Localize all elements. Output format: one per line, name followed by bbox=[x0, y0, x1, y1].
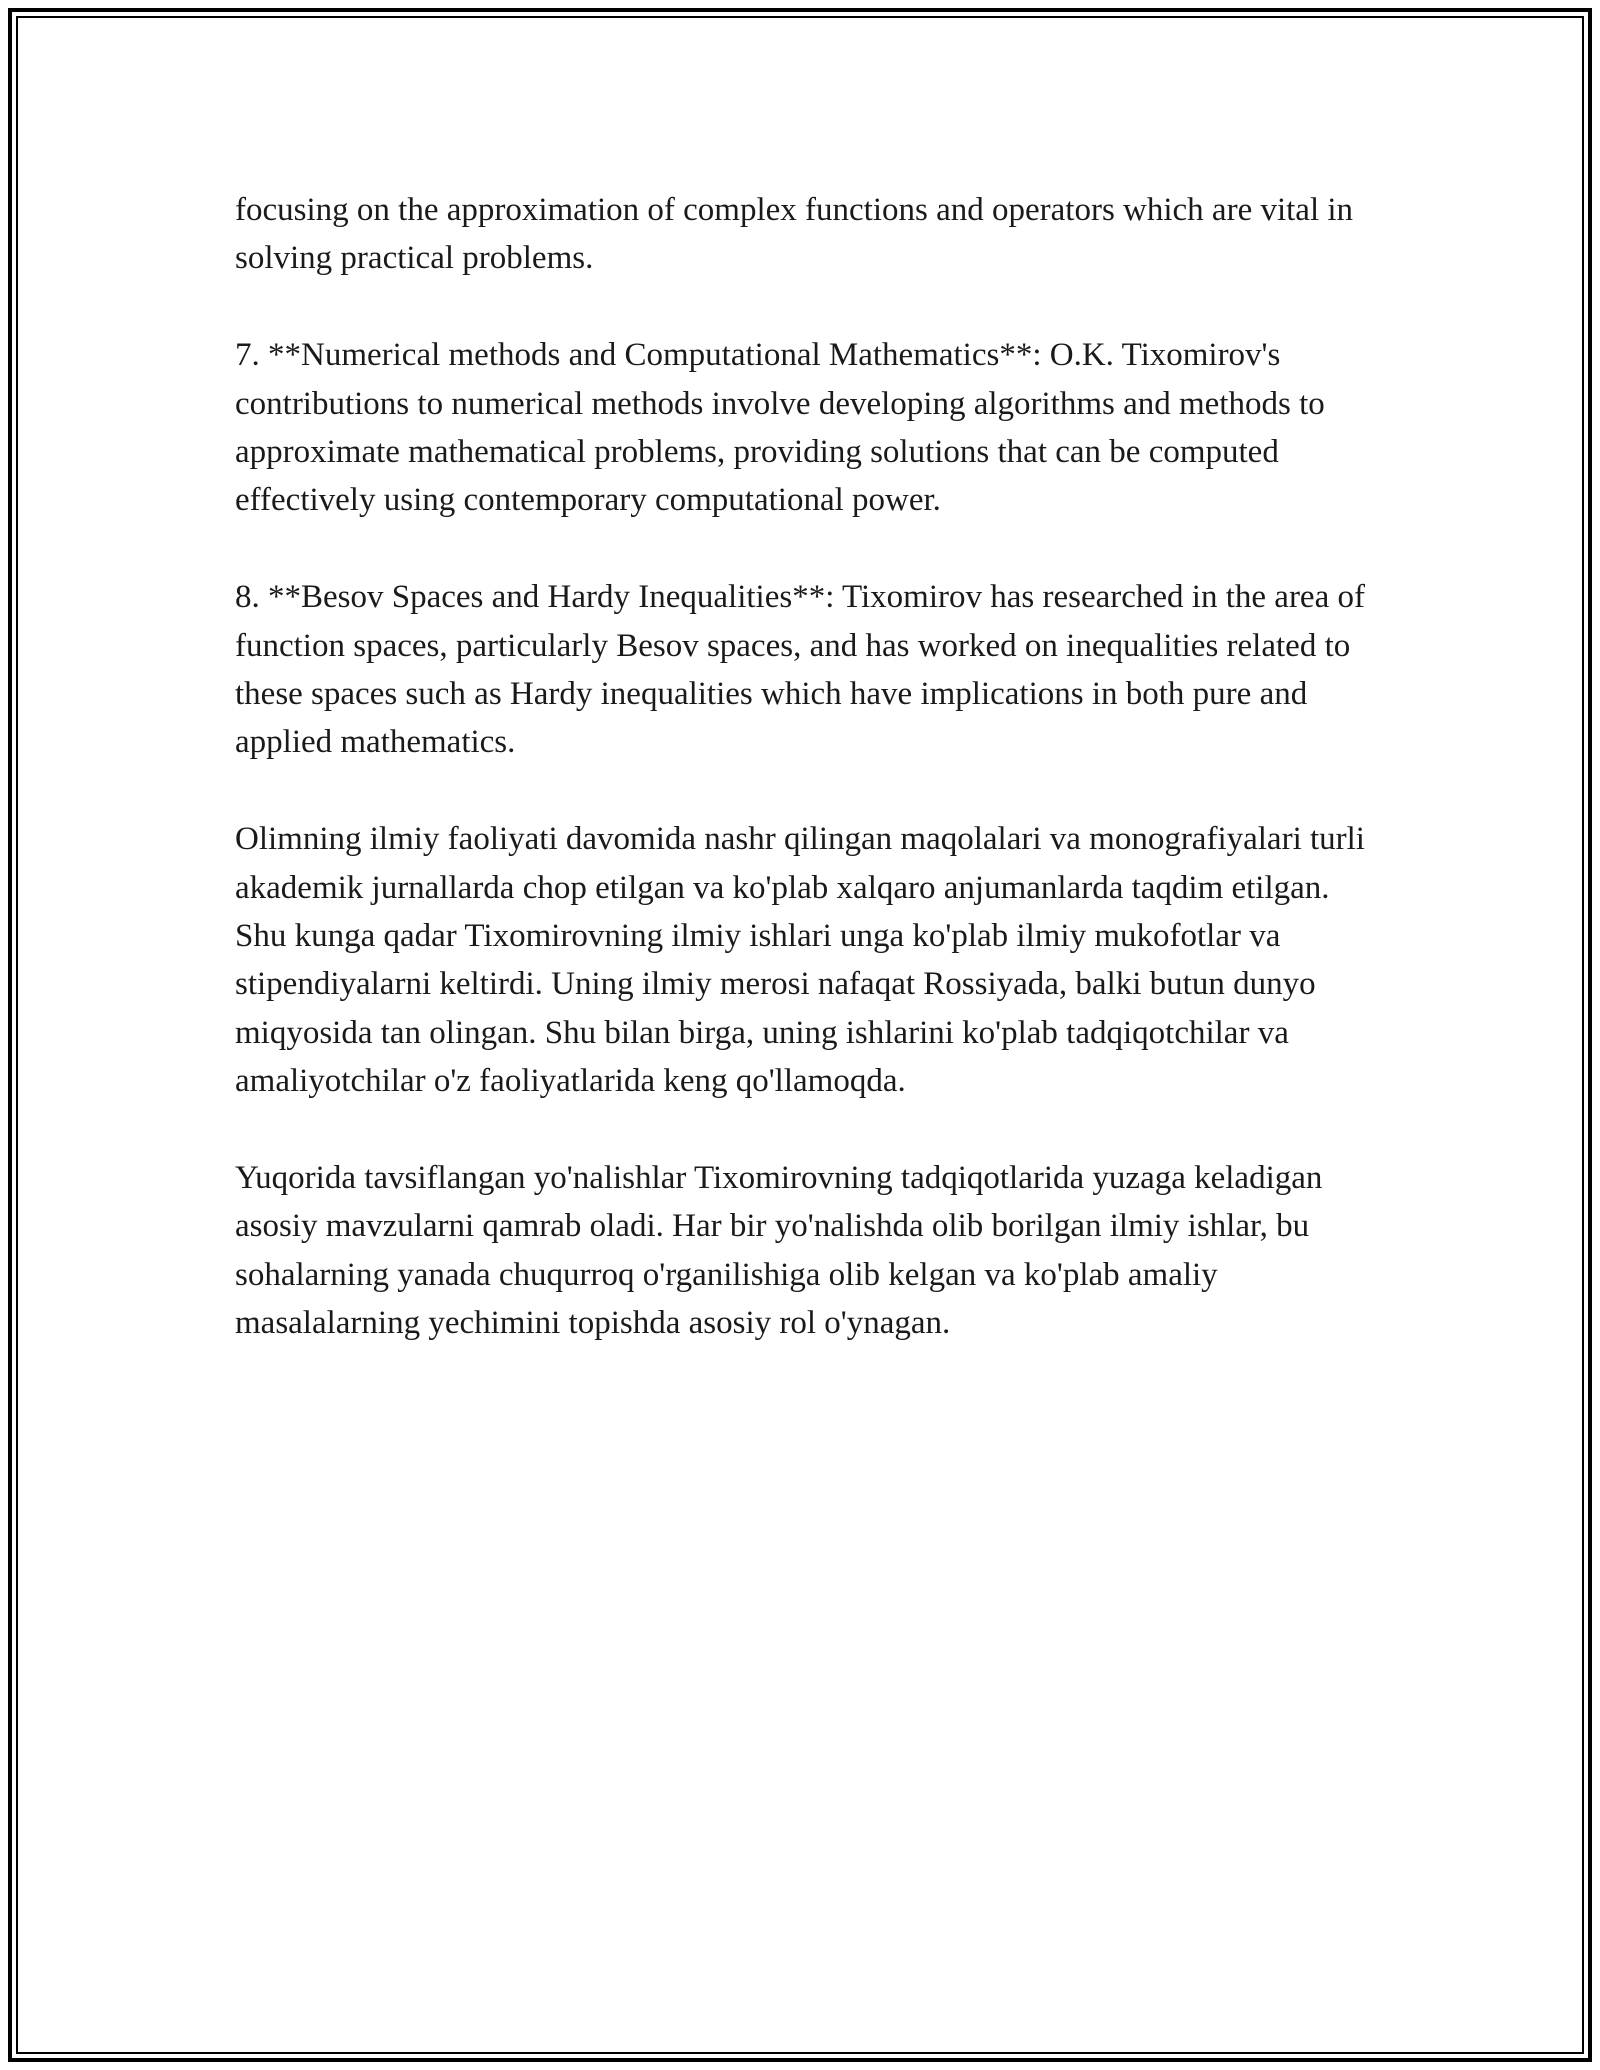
document-body bbox=[235, 186, 1385, 1396]
paragraph-summary: Yuqorida tavsiflangan yo'nalishlar Tixomirovning tadqiqotlarida yuzaga keladigan asosiy mavzularni qamrab oladi. Har bir yo'nalishda olib borilgan ilmiy ishlar, bu sohalarning yanada chuqurroq o'rganilishiga olib kelgan va ko'plab amaliy masalalarning yechimini topishda asosiy rol o'ynagan. bbox=[235, 1160, 1323, 1342]
paragraph-numerical-methods: 7. **Numerical methods and Computational Mathematics**: O.K. Tixomirov's contributions to numerical methods involve developing algorithms and methods to approximate mathematical problems, providing solutions that can be computed effectively using contemporary computational power. bbox=[235, 337, 1325, 519]
paragraph-besov-spaces: 8. **Besov Spaces and Hardy Inequalities**: Tixomirov has researched in the area of function spaces, particularly Besov spaces, and has worked on inequalities related to these spaces such as Hardy inequalities which have implications in both pure and applied mathematics. bbox=[235, 579, 1365, 761]
paragraph-scientific-legacy: Olimning ilmiy faoliyati davomida nashr qilingan maqolalari va monografiyalari turli akademik jurnallarda chop etilgan va ko'plab xalqaro anjumanlarda taqdim etilgan. Shu kunga qadar Tixomirovning ilmiy ishlari unga ko'plab ilmiy mukofotlar va stipendiyalarni keltirdi. Uning ilmiy merosi nafaqat Rossiyada, balki butun dunyo miqyosida tan olingan. Shu bilan birga, uning ishlarini ko'plab tadqiqotchilar va amaliyotchilar o'z faoliyatlarida keng qo'llamoqda. bbox=[235, 821, 1365, 1100]
paragraph-continuation: focusing on the approximation of complex functions and operators which are vital in solving practical problems. bbox=[235, 192, 1354, 277]
